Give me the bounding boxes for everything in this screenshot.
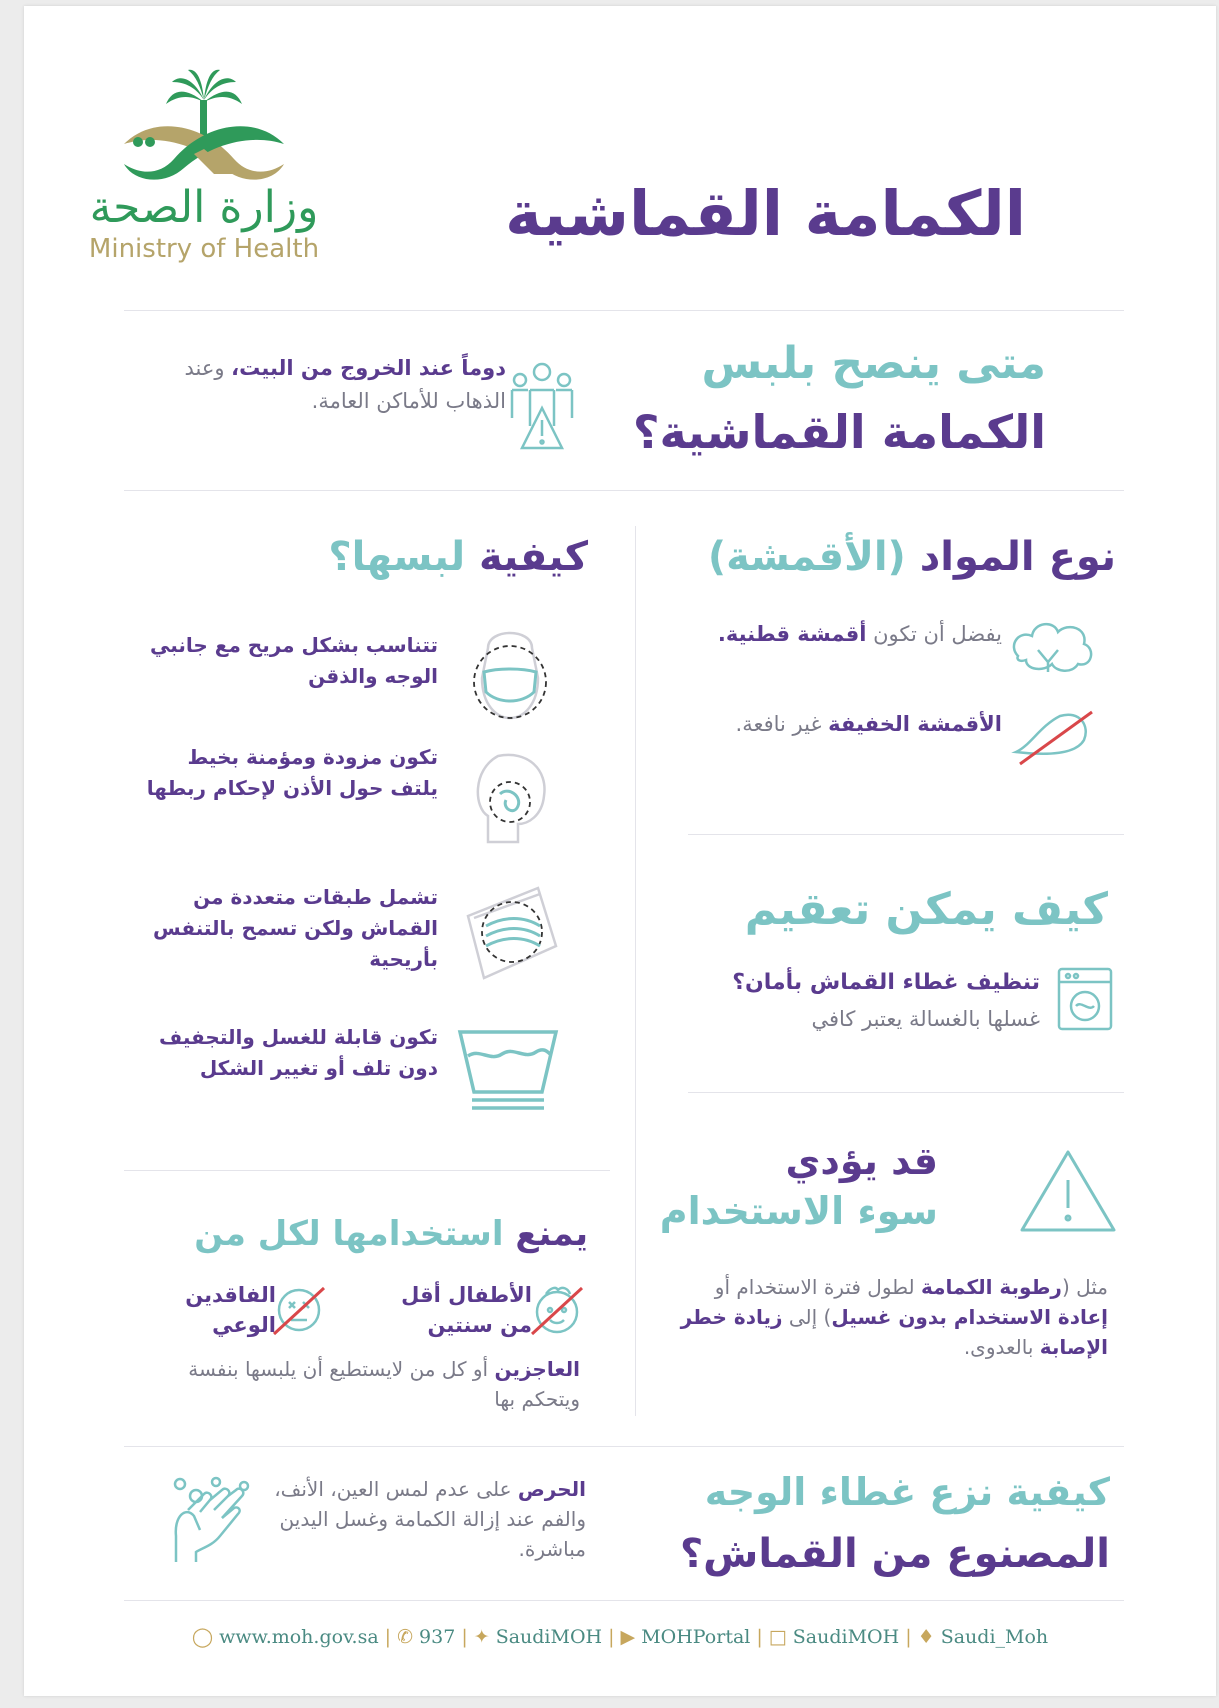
youtube-icon: ▶ [620, 1626, 636, 1648]
logo-english-text: Ministry of Health [88, 234, 320, 264]
fabric-layers-icon [464, 882, 560, 982]
when-text-regular: وعند الذهاب للأماكن العامة. [184, 356, 506, 413]
when-text [166, 352, 506, 418]
misuse-t7: بالعدوى. [963, 1335, 1034, 1359]
howto-item-1: تتناسب بشكل مريح مع جانبي الوجه والذقن [149, 633, 438, 688]
cotton-icon [1008, 616, 1098, 676]
materials-heading [656, 528, 1116, 586]
removal-text-bold: الحرص [517, 1477, 586, 1501]
face-mask-fit-icon [468, 618, 552, 722]
footer-youtube[interactable] [621, 1626, 751, 1648]
howto-item-4: تكون قابلة للغسل والتجفيف دون تلف أو تغيير الشكل [159, 1025, 438, 1080]
washing-machine-icon [1056, 966, 1114, 1032]
twitter-icon: ✦ [473, 1626, 490, 1648]
prohibited-children-line1: الأطفال أقل [401, 1283, 532, 1307]
sterilize-question: تنظيف غطاء القماش بأمان؟ [732, 970, 1040, 995]
palm-swords-emblem-icon [84, 64, 324, 194]
warning-triangle-icon [1018, 1148, 1118, 1234]
phone-icon: ✆ [397, 1626, 413, 1648]
howto-item-2: تكون مزودة ومؤمنة بخيط يلتف حول الأذن لإحكام ربطها [146, 745, 438, 800]
misuse-t1: مثل ( [1061, 1275, 1108, 1299]
prohibited-heading-teal: استخدامها لكل من [194, 1214, 504, 1254]
misuse-t3: لطول فترة الاستخدام أو [714, 1275, 915, 1299]
removal-text-regular: على عدم لمس العين، الأنف، والفم عند إزالة الكمامة وغسل اليدين مباشرة. [274, 1477, 586, 1561]
prohibited-heading [118, 1206, 588, 1262]
prohibited-heading-purple: يمنع [515, 1214, 588, 1254]
prohibited-unconscious-line1: الفاقدين [185, 1283, 276, 1307]
removal-text [256, 1474, 586, 1564]
page-title: الكمامة القماشية [505, 177, 1026, 250]
footer-facebook-text: SaudiMOH [792, 1626, 900, 1648]
footer-website-text: www.moh.gov.sa [219, 1626, 379, 1648]
footer-youtube-text: MOHPortal [641, 1626, 751, 1648]
facebook-icon: □ [768, 1626, 787, 1648]
materials-item1-regular: يفضل أن تكون [873, 622, 1002, 646]
sterilize-answer: غسلها بالغسالة يعتبر كافي [811, 1007, 1040, 1031]
materials-heading-teal: (الأقمشة) [707, 534, 906, 580]
wash-basin-icon [456, 1026, 560, 1110]
globe-icon: ◯ [191, 1626, 214, 1648]
footer-facebook[interactable] [769, 1626, 899, 1648]
moh-logo [84, 64, 324, 274]
divider [124, 310, 1124, 311]
divider [124, 490, 1124, 491]
prohibited-disabled-bold: العاجزين [494, 1357, 580, 1381]
howto-heading-purple: كيفية [479, 534, 588, 580]
hand-washing-icon [166, 1476, 256, 1566]
baby-crossed-icon [528, 1282, 586, 1338]
footer-snapchat[interactable] [918, 1626, 1049, 1648]
sterilize-heading: كيف يمكن تعقيم [744, 884, 1108, 935]
materials-item2-bold: الأقمشة الخفيفة [828, 712, 1002, 736]
howto-item-3: تشمل طبقات متعددة من القماش ولكن تسمح بالتنفس بأريحية [153, 885, 438, 971]
footer-phone-text: 937 [419, 1626, 456, 1648]
when-heading-line1: متى ينصح بلبس [701, 338, 1046, 389]
logo-arabic-text: وزارة الصحة [89, 182, 319, 233]
misuse-t4: إعادة الاستخدام بدون غسيل [831, 1305, 1108, 1329]
thin-fabric-crossed-icon [1010, 706, 1100, 766]
howto-heading-teal: لبسها؟ [328, 534, 466, 580]
when-heading-line2: الكمامة القماشية؟ [632, 405, 1046, 459]
misuse-line1: قد يؤدي [785, 1139, 938, 1183]
divider [124, 1446, 1124, 1447]
prohibited-disabled [170, 1354, 580, 1414]
poster [24, 6, 1216, 1696]
misuse-text [678, 1272, 1108, 1362]
prohibited-children-line2: من سنتين [427, 1313, 532, 1337]
prohibited-disabled-regular: أو كل من لايستطيع أن يلبسها بنفسة ويتحكم بها [188, 1357, 580, 1411]
materials-item2-regular: غير نافعة. [735, 712, 822, 736]
footer-website[interactable] [192, 1626, 379, 1648]
prohibited-unconscious-line2: الوعي [212, 1313, 276, 1337]
ear-loop-icon [468, 746, 552, 850]
footer-twitter[interactable] [474, 1626, 602, 1648]
removal-heading-line1: كيفية نزع غطاء الوجه [704, 1470, 1110, 1514]
footer-phone[interactable] [397, 1626, 455, 1648]
materials-item-cotton [702, 618, 1002, 650]
divider [124, 1600, 1124, 1601]
unconscious-crossed-icon [270, 1282, 328, 1338]
misuse-line2: سوء الاستخدام [659, 1189, 938, 1233]
footer-snapchat-text: Saudi_Moh [940, 1626, 1049, 1648]
materials-item1-bold: أقمشة قطنية. [717, 622, 867, 646]
crowd-warning-icon [502, 356, 582, 456]
removal-heading-line2: المصنوع من القماش؟ [679, 1531, 1110, 1577]
howto-heading [168, 528, 588, 586]
materials-item-thin [702, 708, 1002, 740]
materials-heading-purple: نوع المواد [919, 534, 1116, 580]
divider [124, 1170, 610, 1171]
misuse-t2: رطوبة الكمامة [921, 1275, 1062, 1299]
misuse-t6: زيادة خطر الإصابة [680, 1305, 1108, 1359]
divider [688, 834, 1124, 835]
snapchat-icon: ♦ [917, 1626, 935, 1648]
footer-twitter-text: SaudiMOH [495, 1626, 603, 1648]
misuse-t5: ) إلى [788, 1305, 832, 1329]
footer-contacts: ◯ www.moh.gov.sa | ✆ 937 | ✦ SaudiMOH | ▶ MOHPortal | □ SaudiMOH | ♦ Saudi_Moh [191, 1626, 1049, 1648]
divider [688, 1092, 1124, 1093]
when-text-bold: دوماً عند الخروج من البيت، [231, 356, 506, 380]
